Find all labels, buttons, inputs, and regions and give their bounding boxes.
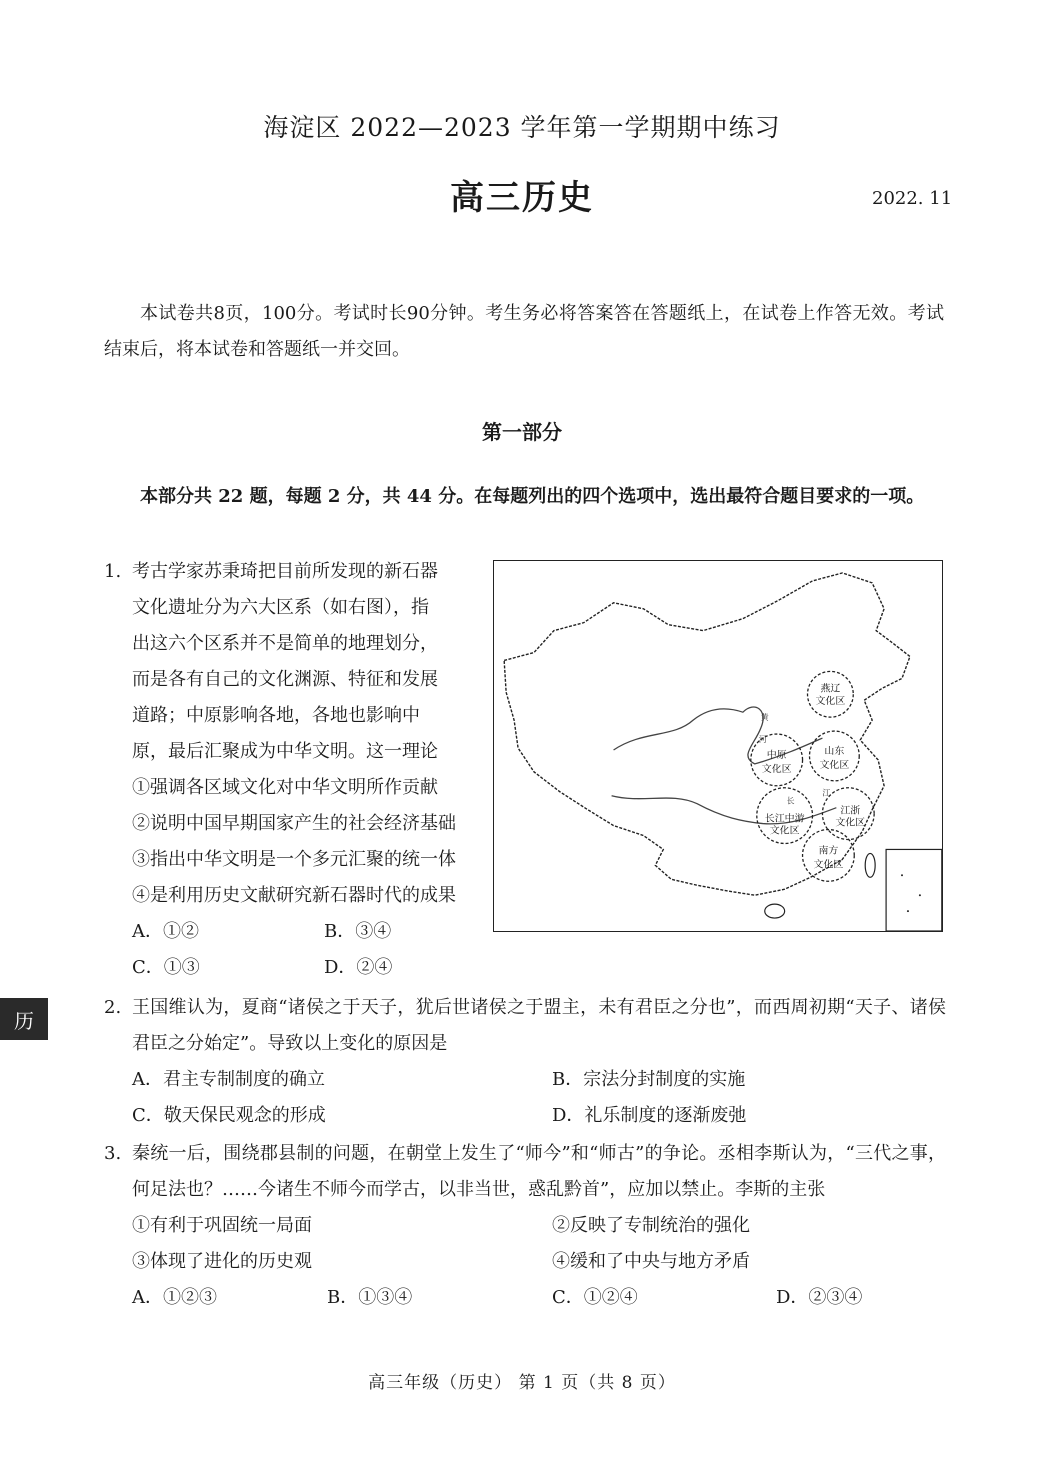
exam-title: 海淀区 2022—2023 学年第一学期期中练习 (263, 113, 781, 142)
option-c[interactable]: C．敬天保民观念的形成 (132, 1105, 326, 1126)
option-a[interactable]: A．君主专制制度的确立 (132, 1069, 325, 1090)
question-number: 1. (104, 561, 122, 582)
option-c[interactable]: C．①②④ (552, 1287, 638, 1308)
option-c[interactable]: C．①③ (132, 957, 200, 978)
exam-date: 2022. 11 (872, 188, 953, 209)
region-label: 中原 (766, 749, 787, 761)
question-text-line: 出这六个区系并不是简单的地理划分， (132, 633, 438, 654)
statement: ②说明中国早期国家产生的社会经济基础 (132, 813, 456, 834)
south-china-sea-inset (886, 849, 942, 931)
china-map-figure (494, 561, 942, 931)
statement: ②反映了专制统治的强化 (552, 1215, 750, 1236)
region-label: 文化区 (835, 817, 866, 829)
region-label: 文化区 (813, 859, 844, 871)
region-label: 文化区 (815, 696, 846, 708)
question-text-line: 考古学家苏秉琦把目前所发现的新石器 (132, 561, 438, 582)
yellow-river (614, 707, 823, 764)
question-number: 2. (104, 997, 122, 1018)
region-label: 文化区 (819, 759, 850, 771)
region-label: 南方 (818, 845, 839, 857)
statement: ①有利于巩固统一局面 (132, 1215, 312, 1236)
statement: ④缓和了中央与地方矛盾 (552, 1251, 750, 1272)
region-label: 山东 (824, 745, 845, 757)
part-instructions: 本部分共 22 题，每题 2 分，共 44 分。在每题列出的四个选项中，选出最符合题目要求的一项。 (140, 486, 925, 507)
exam-subject: 高三历史 (450, 178, 594, 218)
question-1 (104, 554, 484, 986)
question-3 (104, 1136, 946, 1316)
region-label: 长江中游 (764, 813, 805, 825)
option-b[interactable]: B．宗法分封制度的实施 (552, 1069, 746, 1090)
option-b[interactable]: B．③④ (324, 921, 392, 942)
region-shandong (810, 731, 860, 781)
region-label: 文化区 (761, 763, 792, 775)
question-text-line: 原，最后汇聚成为中华文明。这一理论 (132, 741, 438, 762)
china-outline (504, 573, 910, 895)
option-d[interactable]: D．②④ (324, 957, 393, 978)
option-a[interactable]: A．①② (132, 921, 199, 942)
exam-intro: 本试卷共8页，100分。考试时长90分钟。考生务必将答案答在答题纸上，在试卷上作答无效。考试结束后，将本试卷和答题纸一并交回。 (104, 303, 944, 360)
option-d[interactable]: D．②③④ (776, 1287, 863, 1308)
option-b[interactable]: B．①③④ (327, 1287, 413, 1308)
statement: ③体现了进化的历史观 (132, 1251, 312, 1272)
region-label: 文化区 (769, 825, 800, 837)
region-label: 江浙 (840, 805, 861, 817)
region-label: 燕辽 (820, 683, 841, 695)
question-text-line: 而是各有自己的文化渊源、特征和发展 (132, 669, 438, 690)
question-text: 王国维认为，夏商“诸侯之于天子，犹后世诸侯之于盟主，未有君臣之分也”，而西周初期“天子、诸侯君臣之分始定”。导致以上变化的原因是 (132, 997, 946, 1054)
question-text: 秦统一后，围绕郡县制的问题，在朝堂上发生了“师今”和“师古”的争论。丞相李斯认为，“三代之事，何足法也？……今诸生不师今而学古，以非当世，惑乱黔首”，应加以禁止。李斯的主张 (132, 1143, 946, 1200)
option-a[interactable]: A．①②③ (132, 1287, 217, 1308)
river-label: 河 (758, 735, 767, 745)
culture-region-map (493, 560, 943, 932)
part-title: 第一部分 (482, 420, 562, 444)
subject-side-tab: 历 (0, 998, 48, 1040)
question-2 (104, 990, 946, 1134)
question-number: 3. (104, 1143, 122, 1164)
region-nanfang (803, 830, 855, 882)
page-footer: 高三年级（历史） 第 1 页（共 8 页） (368, 1373, 676, 1393)
question-text-line: 文化遗址分为六大区系（如右图），指 (132, 597, 429, 618)
region-yanliao (808, 671, 854, 717)
question-text-line: 道路；中原影响各地，各地也影响中 (132, 705, 420, 726)
hainan-island (765, 904, 785, 918)
taiwan-island (865, 853, 875, 877)
region-changjiang (757, 788, 813, 844)
option-d[interactable]: D．礼乐制度的逐渐废弛 (552, 1105, 747, 1126)
statement: ④是利用历史文献研究新石器时代的成果 (132, 885, 456, 906)
statement: ③指出中华文明是一个多元汇聚的统一体 (132, 849, 456, 870)
statement: ①强调各区域文化对中华文明所作贡献 (132, 777, 438, 798)
river-label: 长 (786, 796, 795, 806)
river-label: 江 (822, 788, 831, 798)
river-label: 黄 (760, 713, 769, 723)
